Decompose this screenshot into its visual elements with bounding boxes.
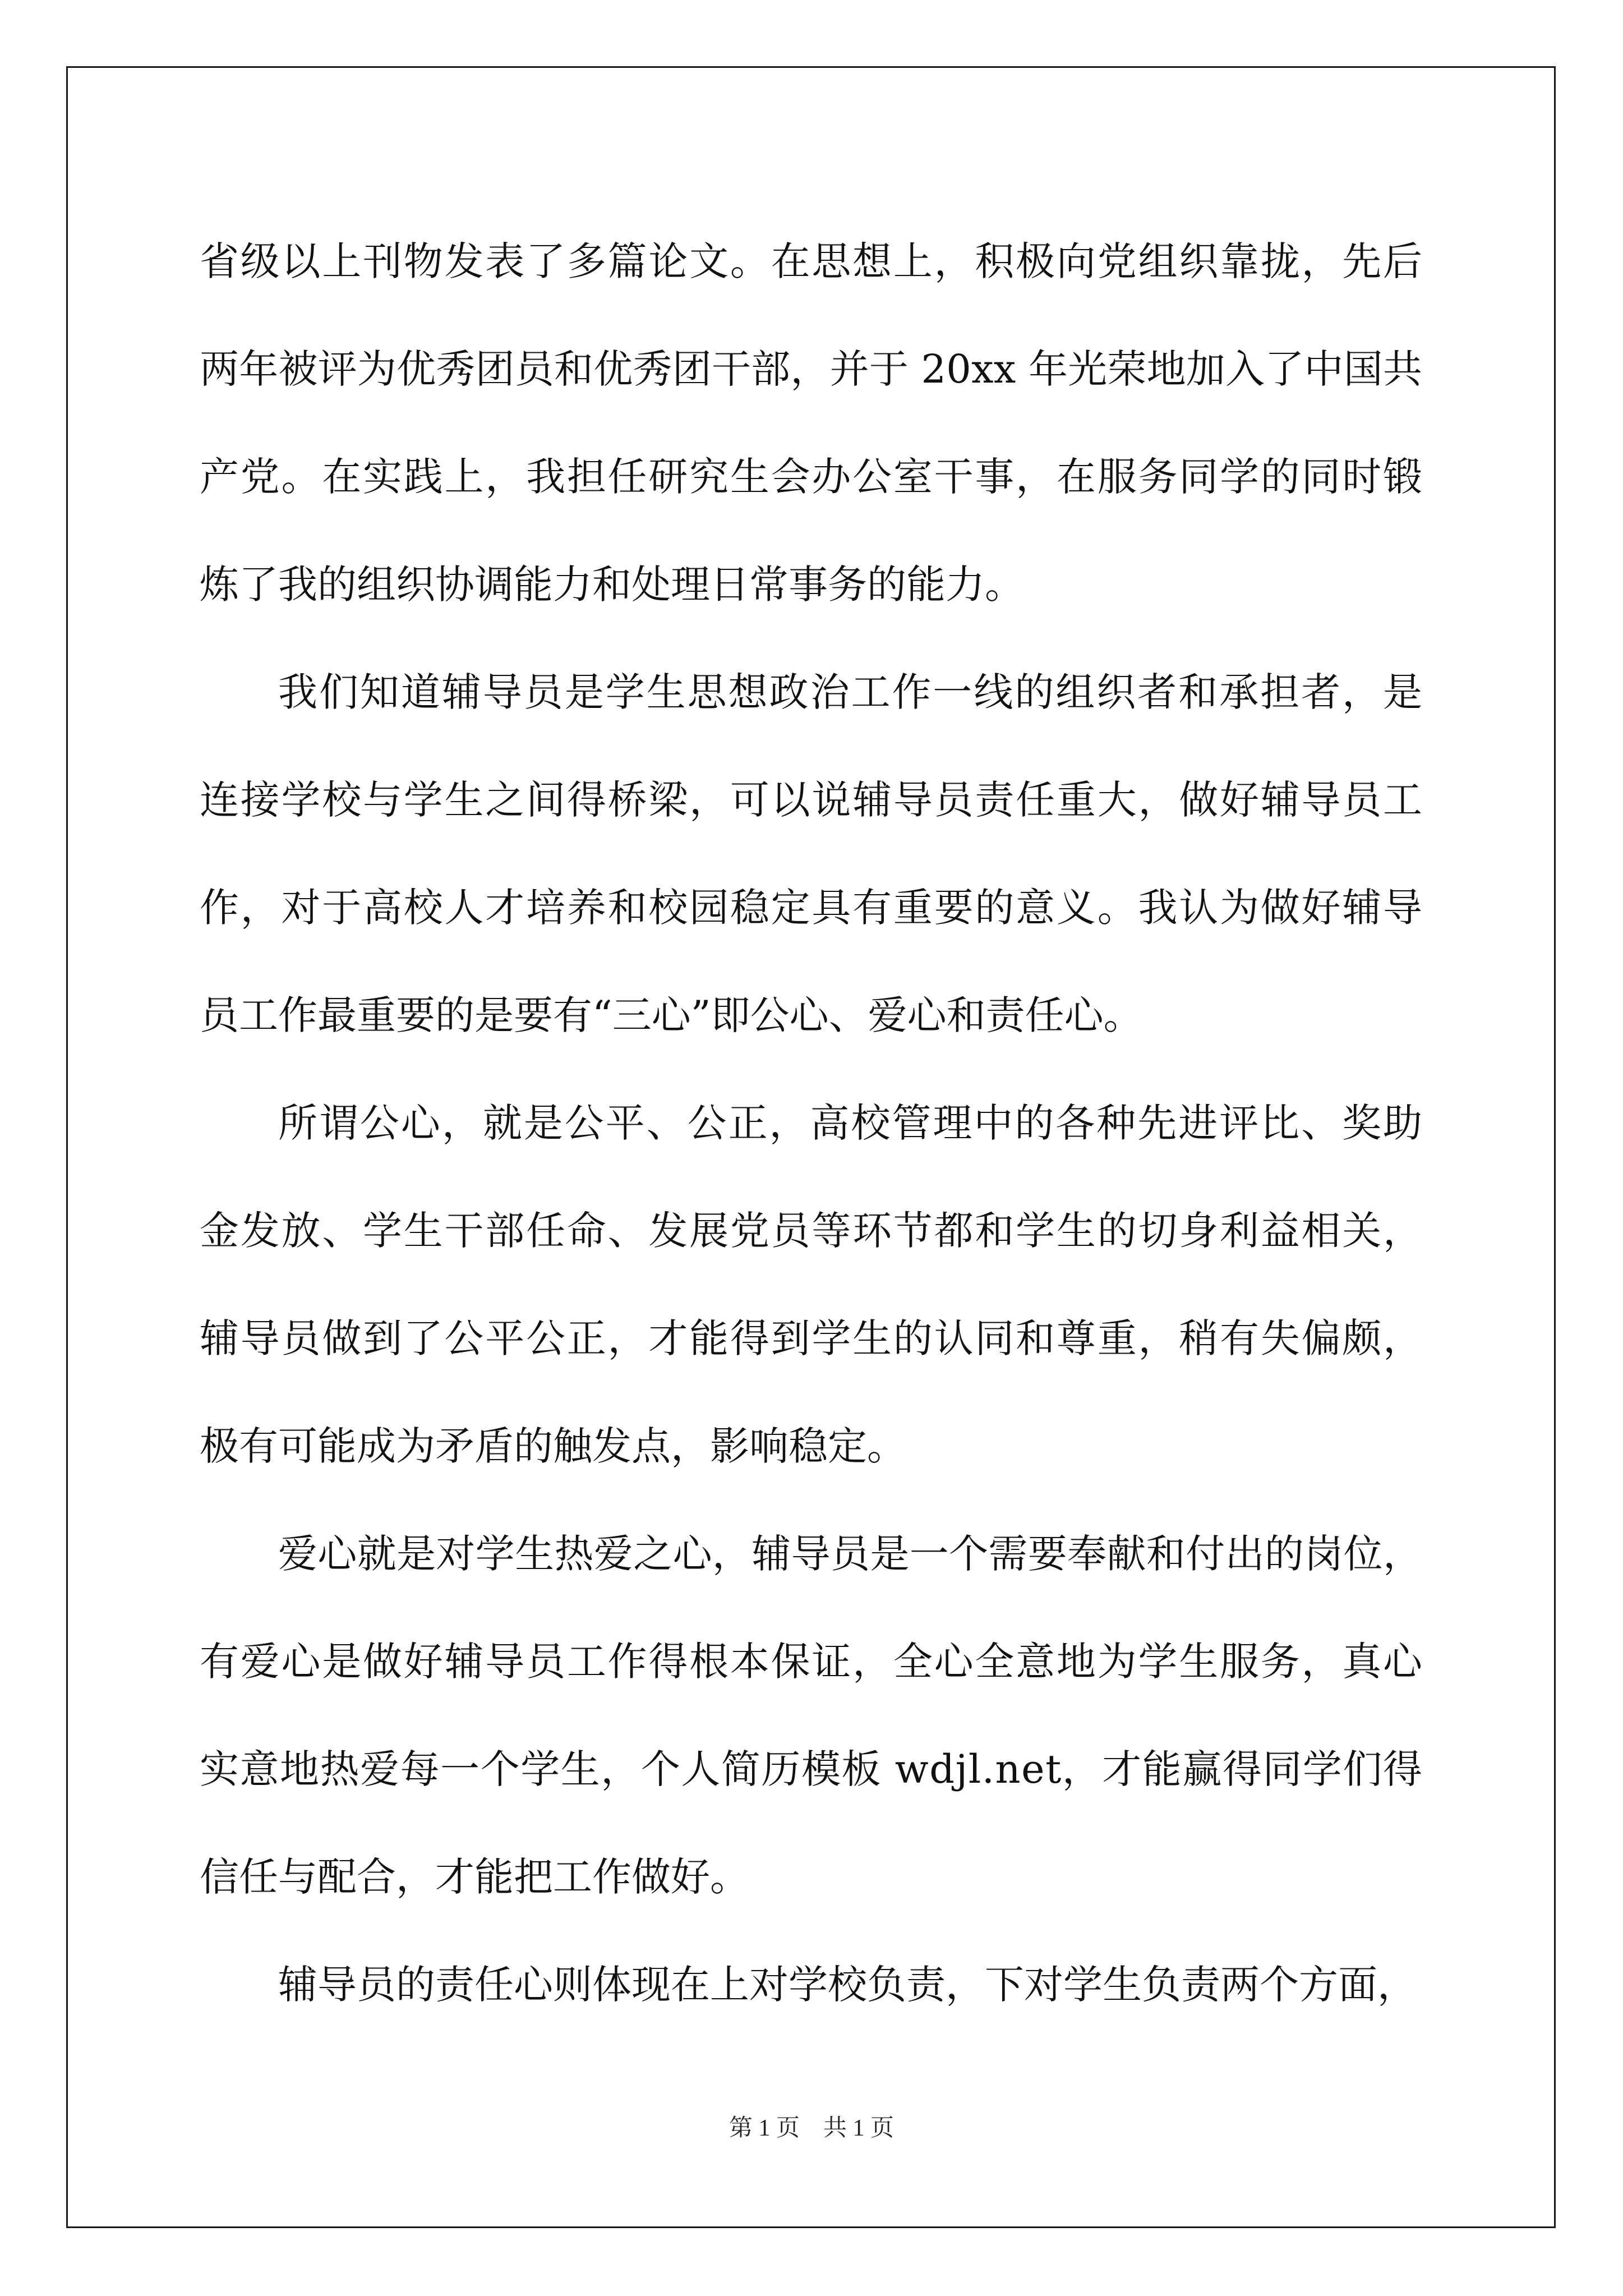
- text-line: 信任与配合，才能把工作做好。: [200, 1854, 749, 1900]
- document-body: [200, 208, 1422, 2039]
- text-line: 辅导员的责任心则体现在上对学校负责，下对学生负责两个方面，: [278, 1962, 1417, 2008]
- text-line: 省级以上刊物发表了多篇论文。在思想上，积极向党组织靠拢，先后: [200, 238, 1424, 284]
- text-line: 连接学校与学生之间得桥梁，可以说辅导员责任重大，做好辅导员工: [200, 777, 1424, 823]
- text-line: 爱心就是对学生热爱之心，辅导员是一个需要奉献和付出的岗位，: [278, 1531, 1423, 1577]
- text-line: 有爱心是做好辅导员工作得根本保证，全心全意地为学生服务，真心: [200, 1639, 1424, 1685]
- text-line: 产党。在实践上，我担任研究生会办公室干事，在服务同学的同时锻: [200, 454, 1424, 500]
- text-line: 实意地热爱每一个学生，个人简历模板 wdjl.net，才能赢得同学们得: [200, 1746, 1423, 1792]
- text-line: 作，对于高校人才培养和校园稳定具有重要的意义。我认为做好辅导: [200, 885, 1424, 931]
- text-line: 我们知道辅导员是学生思想政治工作一线的组织者和承担者，是: [278, 669, 1424, 715]
- text-line: 员工作最重要的是要有“三心”即公心、爱心和责任心。: [200, 992, 1143, 1038]
- page-footer: [0, 2109, 1623, 2143]
- text-line: 金发放、学生干部任命、发展党员等环节都和学生的切身利益相关，: [200, 1208, 1424, 1254]
- page-number-label: 第 1 页 共 1 页: [728, 2115, 894, 2141]
- text-line: 炼了我的组织协调能力和处理日常事务的能力。: [200, 562, 1024, 608]
- text-line: 极有可能成为矛盾的触发点，影响稳定。: [200, 1423, 906, 1469]
- text-line: 所谓公心，就是公平、公正，高校管理中的各种先进评比、奖助: [278, 1100, 1424, 1146]
- text-line: 两年被评为优秀团员和优秀团干部，并于 20xx 年光荣地加入了中国共: [200, 346, 1423, 392]
- text-line: 辅导员做到了公平公正，才能得到学生的认同和尊重，稍有失偏颇，: [200, 1315, 1424, 1361]
